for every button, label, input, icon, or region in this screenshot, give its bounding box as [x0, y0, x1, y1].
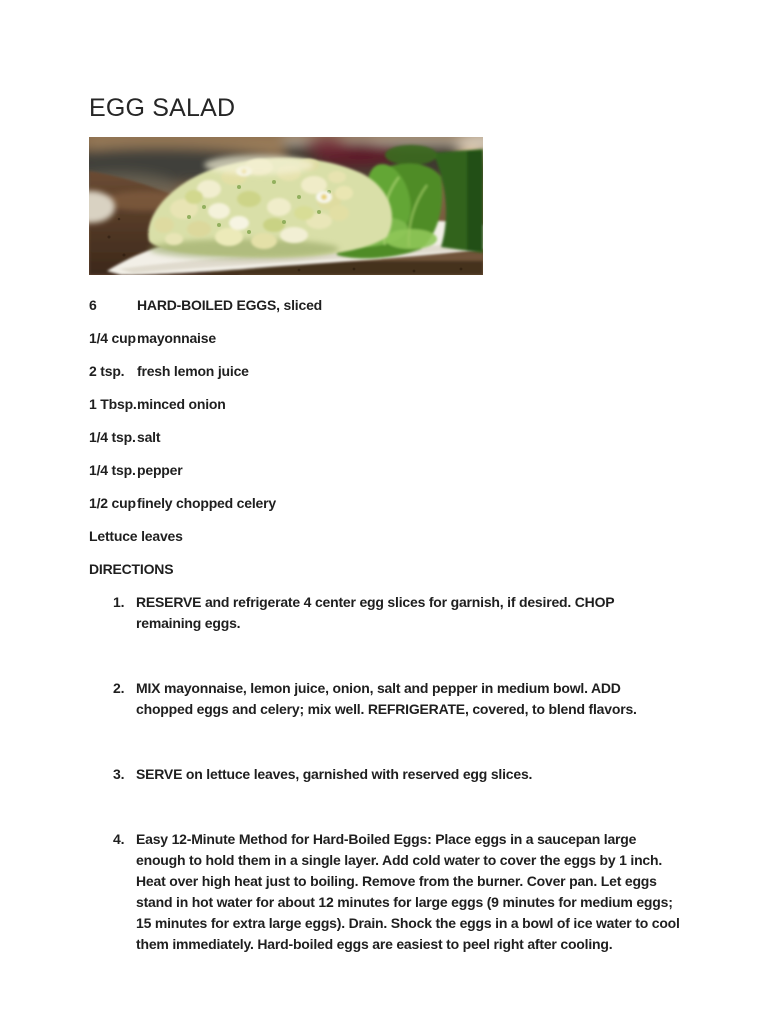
step-text: SERVE on lettuce leaves, garnished with reserved egg slices.	[136, 766, 533, 782]
ingredient-row	[89, 493, 768, 514]
ingredient-name: minced onion	[137, 396, 226, 412]
ingredient-name: fresh lemon juice	[137, 363, 249, 379]
ingredient-list	[89, 295, 768, 547]
direction-step	[89, 764, 768, 785]
direction-step	[89, 592, 768, 634]
ingredient-row	[89, 361, 768, 382]
ingredient-qty: 1/4 tsp.	[89, 462, 136, 478]
direction-step	[89, 829, 768, 955]
ingredient-qty: 2 tsp.	[89, 363, 125, 379]
ingredient-name: Lettuce leaves	[89, 528, 183, 544]
ingredient-row	[89, 328, 768, 349]
step-number: 1.	[113, 594, 125, 610]
step-text: RESERVE and refrigerate 4 center egg slices for garnish, if desired. CHOP remaining eggs.	[136, 594, 615, 631]
ingredient-name: pepper	[137, 462, 183, 478]
ingredient-qty: 1/4 tsp.	[89, 429, 136, 445]
directions-heading: DIRECTIONS	[89, 561, 174, 577]
ingredient-row	[89, 427, 768, 448]
ingredient-qty: 1/4 cup	[89, 330, 136, 346]
step-number: 3.	[113, 766, 125, 782]
ingredient-qty: 6	[89, 297, 97, 313]
ingredient-name: salt	[137, 429, 161, 445]
ingredient-row	[89, 460, 768, 481]
direction-step	[89, 678, 768, 720]
recipe-photo	[89, 137, 483, 275]
directions-list	[89, 592, 768, 955]
ingredient-qty: 1/2 cup	[89, 495, 136, 511]
ingredient-name: HARD-BOILED EGGS, sliced	[137, 297, 323, 313]
ingredient-row	[89, 295, 768, 316]
ingredient-row	[89, 526, 768, 547]
page-title: EGG SALAD	[89, 94, 236, 122]
ingredient-name: finely chopped celery	[137, 495, 276, 511]
ingredient-row	[89, 394, 768, 415]
step-number: 2.	[113, 680, 125, 696]
ingredient-name: mayonnaise	[137, 330, 216, 346]
egg-salad-photo-illustration	[89, 137, 483, 275]
step-text: MIX mayonnaise, lemon juice, onion, salt and pepper in medium bowl. ADD chopped eggs and celery; mix well. REFRIGERATE, covered, to blend flavors.	[136, 680, 637, 717]
step-text: Easy 12-Minute Method for Hard-Boiled Eggs: Place eggs in a saucepan large enough to hold them in a single layer. Add cold water to cover the eggs by 1 inch. Heat over high heat just to boiling. Remove from the burner. Cover pan. Let eggs stand in hot water for about 12 minutes for large eggs (9 minutes for medium eggs; 15 minutes for extra large eggs). Drain. Shock the eggs in a bowl of ice water to cool them immediately. Hard-boiled eggs are easiest to peel right after cooling.	[136, 831, 680, 952]
ingredient-qty: 1 Tbsp.	[89, 396, 137, 412]
step-number: 4.	[113, 831, 125, 847]
